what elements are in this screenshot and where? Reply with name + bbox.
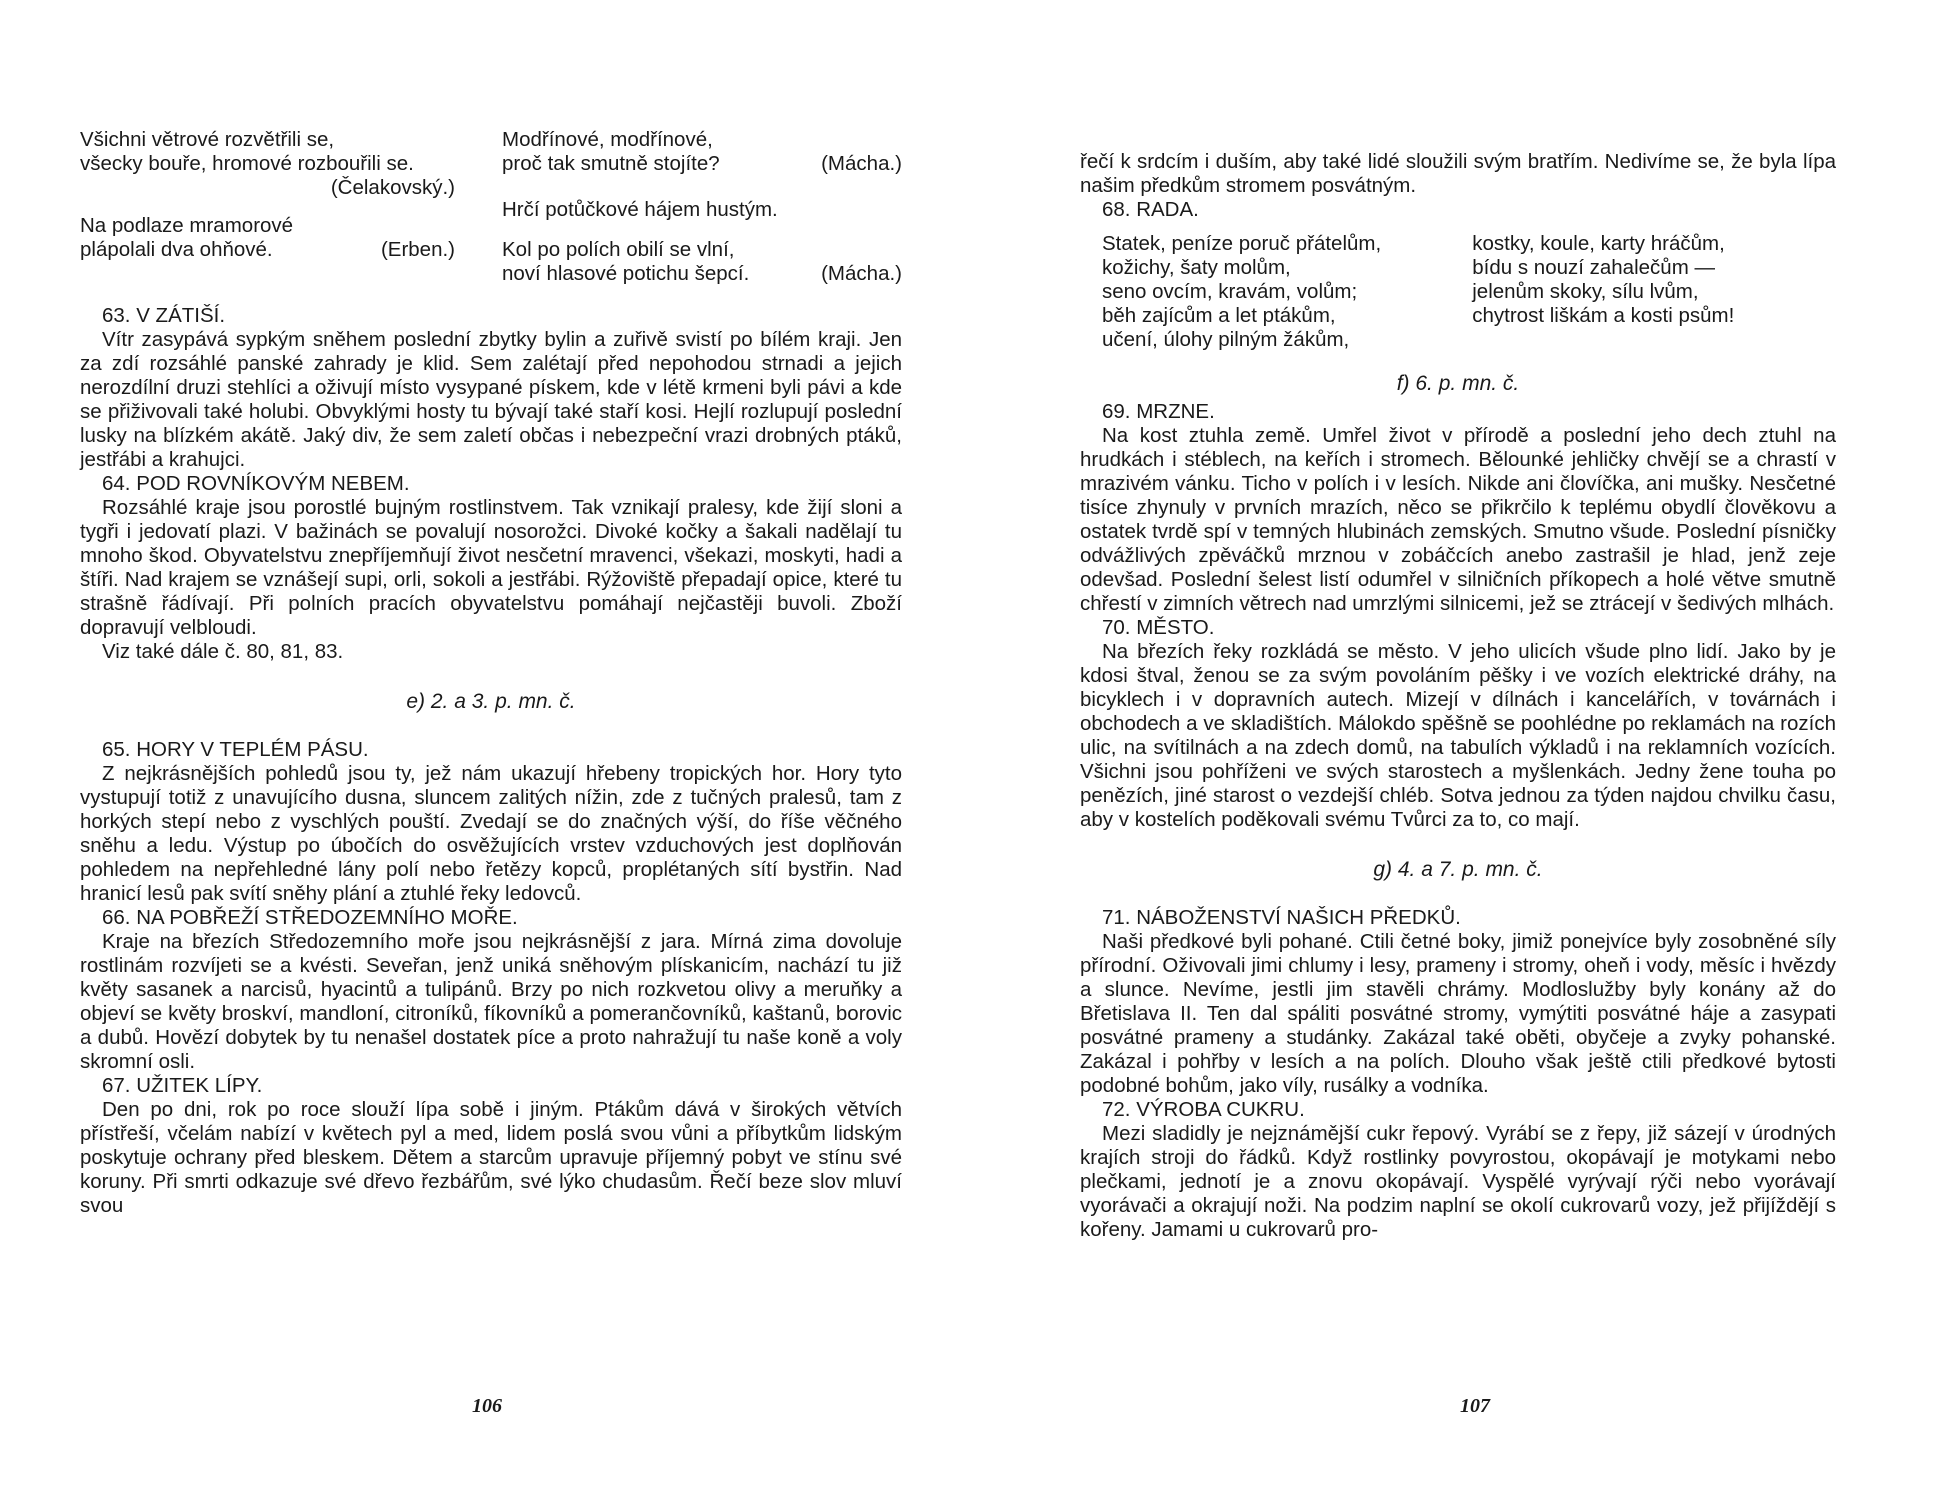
rada-column-1 (1102, 232, 1444, 352)
poem-line: všecky bouře, hromové rozbouřili se. (80, 152, 414, 175)
poem-stanza (80, 128, 475, 200)
poem-line: Modřínové, modřínové, (502, 128, 713, 151)
poem-examples (80, 128, 902, 300)
page-number-right: 107 (1460, 1395, 1490, 1417)
section-heading-71: 71. NÁBOŽENSTVÍ NAŠICH PŘEDKŮ. (1102, 906, 1461, 929)
poem-line: seno ovcím, kravám, volům; (1102, 280, 1358, 303)
section-text-63: Vítr zasypává sypkým sněhem poslední zbytky bylin a zuřivě svistí po bílém kraji. Jen za zdí rozsáhlé panské zahrady je klid. Sem zalétají před nepohodou strnadi a jejich nerozdílní druzi stehlíci a oživují místo vysypané pískem, kde v létě krmeni byli pávi a kde se přiživovali také holubi. Obvyklými hosty tu bývají také staří kosi. Hejlí rozlupují poslední lusky na blízkém akátě. Jaký div, že sem zaletí občas i nebezpeční vrazi drobných ptáků, jestřábi a krahujci. (80, 328, 902, 471)
poem-column-1 (80, 128, 475, 300)
poem-rada (1080, 232, 1836, 352)
poem-line: noví hlasové potichu šepcí. (502, 262, 750, 285)
subheading-e: e) 2. a 3. p. mn. č. (406, 690, 576, 713)
poem-line-with-attr (502, 262, 902, 286)
poem-stanza (502, 198, 902, 222)
section-heading-69: 69. MRZNE. (1102, 400, 1215, 423)
section-text-69: Na kost ztuhla země. Umřel život v přírodě a poslední jeho dech ztuhl na hrudkách i stéblech, na keřích i stromech. Bělounké jehličky chvějí se a chrastí v mrazivém vánku. Ticho v polích i v lesích. Nikde ani človíčka, ani mušky. Nesčetné tisíce zhynuly v prvních mrazích, něco se přikrčilo k teplému obydlí člověkovu a ostatek tvrdě spí v temných hlubinách zemských. Smutno všude. Poslední písničky odvážlivých zpěváčků mrznou v zobáčcích anebo zastrašil je hlad, jenž zeje odevšad. Poslední šelest listí odumřel v silničních příkopech a holé větve smutně chřestí v zimních větrech nad umrzlými silnicemi, jež se ztrácejí v šedivých mlhách. (1080, 424, 1836, 615)
section-heading-68: 68. RADA. (1102, 198, 1199, 221)
poem-line: Hrčí potůčkové hájem hustým. (502, 198, 778, 221)
poem-line: Kol po polích obilí se vlní, (502, 238, 735, 261)
poem-line: kostky, koule, karty hráčům, (1472, 232, 1725, 255)
section-heading-67: 67. UŽITEK LÍPY. (102, 1074, 263, 1097)
poem-line: kožichy, šaty molům, (1102, 256, 1291, 279)
poem-line: proč tak smutně stojíte? (502, 152, 720, 175)
poem-line: Na podlaze mramorové (80, 214, 294, 237)
section-heading-64: 64. POD ROVNÍKOVÝM NEBEM. (102, 472, 410, 495)
poem-column-2 (502, 128, 902, 300)
poem-stanza (502, 238, 902, 286)
poem-line-with-attr (80, 238, 475, 262)
right-page (1080, 150, 1836, 1242)
subheading-f: f) 6. p. mn. č. (1396, 372, 1520, 395)
continued-text: řečí k srdcím i duším, aby také lidé sloužili svým bratřím. Nedivíme se, že byla lípa našim předkům stromem posvátným. (1080, 150, 1836, 197)
section-text-64: Rozsáhlé kraje jsou porostlé bujným rostlinstvem. Tak vznikají pralesy, kde žijí sloni a tygři i jedovatí plazi. V bažinách se povalují nosorožci. Divoké kočky a šakali nadělají tu mnoho škod. Obyvatelstvu znepříjemňují život nesčetní mravenci, všekazi, moskyti, hadi a štíři. Nad krajem se vznášejí supi, orli, sokoli a jestřábi. Rýžoviště přepadají opice, které tu strašně řádívají. Při polních pracích obyvatelstvu pomáhají nejčastěji buvoli. Zboží dopravují velbloudi. (80, 496, 902, 639)
section-text-67: Den po dni, rok po roce slouží lípa sobě i jiným. Ptákům dává v širokých větvích přístřeší, včelám nabízí v květech pyl a med, lidem poslá svou vůni a příbytkům lidským poskytuje ochrany před bleskem. Dětem a starcům upravuje příjemný pobyt ve stínu své koruny. Při smrti odkazuje své dřevo řezbářům, své lýko chudasům. Řečí beze slov mluví svou (80, 1098, 902, 1217)
section-text-72: Mezi sladidly je nejznámější cukr řepový. Vyrábí se z řepy, již sázejí v úrodných krajích stroji do řádků. Když rostlinky povyrostou, okopávají je motykami nebo plečkami, jednotí je a znovu okopávají. Vyspělé vyrývají rýči nebo vyorávají vyorávači a okrajují noži. Na podzim naplní se okolí cukrovarů vozy, jež přijíždějí s kořeny. Jamami u cukrovarů pro- (1080, 1122, 1836, 1241)
cross-reference: Viz také dále č. 80, 81, 83. (102, 640, 344, 663)
section-text-71: Naši předkové byli pohané. Ctili četné boky, jimiž ponejvíce byly zosobněné síly přírodní. Oživovali jimi chlumy i lesy, prameny i stromy, oheň i vody, měsíc i hvězdy a slunce. Nevíme, jestli jim stavěli chrámy. Modloslužby byly konány až do Břetislava II. Ten dal spáliti posvátné stromy, vymýtiti posvátné háje a zasypati posvátné prameny a studánky. Zakázal také oběti, obyčeje a zvyky pohanské. Zakázal i pohřby v lesích a na polích. Dlouho však ještě ctili předkové bytosti podobné bohům, jako víly, rusálky a vodníka. (1080, 930, 1836, 1097)
section-heading-72: 72. VÝROBA CUKRU. (1102, 1098, 1305, 1121)
subheading-g: g) 4. a 7. p. mn. č. (1373, 858, 1543, 881)
section-heading-63: 63. V ZÁTIŠÍ. (102, 304, 226, 327)
section-heading-66: 66. NA POBŘEŽÍ STŘEDOZEMNÍHO MOŘE. (102, 906, 518, 929)
poem-line-with-attr (502, 152, 902, 176)
section-text-66: Kraje na březích Středozemního moře jsou nejkrásnější z jara. Mírná zima dovoluje rostlinám rozvíjeti se a kvésti. Seveřan, jenž uniká sněhovým plískanicím, nachází tu již květy sasanek a narcisů, hyacintů a tulipánů. Brzy po nich rozkvetou olivy a meruňky a objeví se květy broskví, mandloní, citroníků, fíkovníků a pomerančovníků, kaštanů, borovic a dubů. Hovězí dobytek by tu nenašel dostatek píce a proto nahražují tu naše koně a voly skromní osli. (80, 930, 902, 1073)
poem-line: učení, úlohy pilným žákům, (1102, 328, 1350, 351)
poem-attribution: (Čelakovský.) (330, 176, 455, 199)
section-heading-70: 70. MĚSTO. (1102, 616, 1215, 639)
poem-line: běh zajícům a let ptákům, (1102, 304, 1336, 327)
poem-line: plápolali dva ohňové. (80, 238, 273, 261)
poem-attribution: (Erben.) (380, 238, 455, 261)
poem-line: chytrost liškám a kosti psům! (1472, 304, 1735, 327)
section-heading-65: 65. HORY V TEPLÉM PÁSU. (102, 738, 369, 761)
poem-stanza (502, 128, 902, 176)
section-text-65: Z nejkrásnějších pohledů jsou ty, jež nám ukazují hřebeny tropických hor. Hory tyto vystupují totiž z unavujícího dusna, sluncem zalitých nížin, zde z tučných pralesů, tam z horkých stepí nebo z vyschlých pouští. Zvedají se do značných výší, do říše věčného sněhu a ledu. Výstup po úbočích do osvěžujících vrstev vzduchových jest doplňován pohledem na nepřehledné lány polí nebo řetězy kopců, proplétaných sítí bystřin. Nad hranicí lesů pak svítí sněhy plání a ztuhlé řeky ledovců. (80, 762, 902, 905)
poem-line: bídu s nouzí zahalečům — (1472, 256, 1715, 279)
poem-line: Všichni větrové rozvětřili se, (80, 128, 335, 151)
poem-attribution: (Mácha.) (821, 152, 902, 175)
poem-stanza (80, 214, 475, 262)
poem-line: jelenům skoky, sílu lvům, (1472, 280, 1699, 303)
page-number-left: 106 (472, 1395, 502, 1417)
rada-column-2 (1472, 232, 1814, 352)
section-text-70: Na březích řeky rozkládá se město. V jeho ulicích všude plno lidí. Jako by je kdosi štval, ženou se za svým povoláním pěšky i ve vozích elektrické dráhy, na bicyklech i v dopravních autech. Mizejí v dílnách i kancelářích, v továrnách i obchodech a ve skladištích. Málokdo spěšně se poohlédne po reklamách na rozích ulic, na svítilnách a na zdech domů, na tabulích výkladů i na reklamních vozících. Všichni jsou pohříženi ve svých starostech a myšlenkách. Jedny žene touha po penězích, jiné starost o vezdejší chléb. Sotva jednou za týden najdou chvilku času, aby v kostelích poděkovali svému Tvůrci za to, co mají. (1080, 640, 1836, 831)
poem-line: Statek, peníze poruč přátelům, (1102, 232, 1382, 255)
poem-attribution: (Mácha.) (821, 262, 902, 285)
left-page (80, 128, 902, 1218)
